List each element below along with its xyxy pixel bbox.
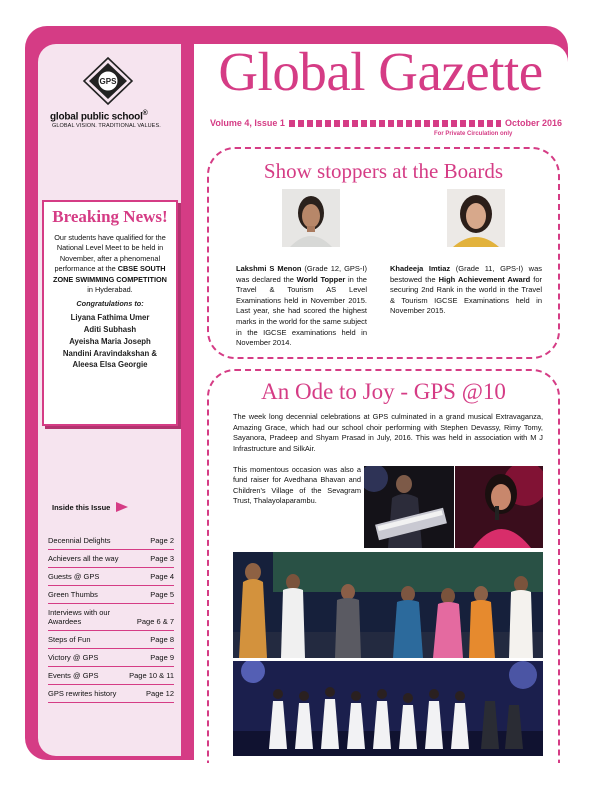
issue-number: Volume 4, Issue 1	[210, 118, 285, 128]
khadeeja-award: High Achievement Award	[438, 274, 531, 284]
winner-name: Aleesa Elsa Georgie	[72, 360, 148, 370]
issue-date: October 2016	[504, 118, 562, 128]
school-tagline: GLOBAL VISION. TRADITIONAL VALUES.	[52, 123, 161, 129]
toc-page: Page 3	[150, 554, 174, 563]
toc-page: Page 12	[146, 689, 174, 698]
lakshmi-photo	[282, 189, 340, 247]
keyboard-performer-photo	[364, 466, 454, 548]
lakshmi-text-1: (Grade 12, GPS-I) was declared the	[236, 264, 367, 284]
toc-item[interactable]	[48, 685, 174, 703]
inside-issue-label: Inside this Issue	[52, 502, 111, 512]
breaking-news-body	[44, 227, 176, 295]
toc-title: Decennial Delights	[48, 536, 111, 545]
private-circulation: For Private Circulation only	[434, 131, 513, 137]
breaking-news-box	[42, 200, 178, 426]
toc-title: Achievers all the way	[48, 554, 119, 563]
logo-text: GPS	[99, 77, 117, 86]
arrow-right-icon	[116, 502, 128, 512]
inside-issue-heading	[52, 502, 128, 512]
toc-page: Page 8	[150, 635, 174, 644]
registered-mark: ®	[142, 110, 148, 117]
khadeeja-photo	[447, 189, 505, 247]
award-ceremony-photo	[233, 552, 543, 658]
concert-photo-icon	[364, 466, 454, 548]
toc-title: Interviews with our Awardees	[48, 608, 111, 626]
toc-title: Guests @ GPS	[48, 572, 100, 581]
show-stoppers-title: Show stoppers at the Boards	[263, 159, 504, 183]
issue-bar	[210, 116, 562, 130]
lakshmi-award: World Topper	[296, 274, 346, 284]
school-name	[50, 110, 174, 122]
breaking-text-2: in Hyderabad.	[87, 285, 133, 295]
khadeeja-text	[390, 264, 542, 317]
toc-page: Page 4	[150, 572, 174, 581]
toc-item[interactable]	[48, 667, 174, 685]
portrait-icon	[447, 189, 505, 247]
toc-page: Page 10 & 11	[129, 671, 174, 680]
singer-photo	[455, 466, 543, 548]
toc-title: Green Thumbs	[48, 590, 98, 599]
toc-title: Victory @ GPS	[48, 653, 99, 662]
choir-photo-icon	[233, 661, 543, 756]
winner-name: Ayeisha Maria Joseph	[69, 336, 151, 346]
issue-dots	[289, 120, 501, 127]
winner-name: Liyana Fathima Umer	[70, 313, 150, 323]
khadeeja-name: Khadeeja Imtiaz	[390, 264, 451, 273]
lakshmi-text-2: in the Travel & Tourism AS Level Examinations held in November 2015. Last year, she had scored the highest marks in the world for the same subject in the IGCSE examinations held in November 2014.	[236, 274, 367, 348]
breaking-event: CBSE SOUTH ZONE SWIMMING COMPETITION	[53, 264, 167, 284]
winner-name: Nandini Aravindakshan &	[62, 348, 158, 358]
toc-item[interactable]	[48, 604, 174, 631]
khadeeja-text-1: (Grade 11, GPS-I) was bestowed the	[390, 264, 542, 284]
winner-names	[44, 312, 176, 371]
toc-page: Page 5	[150, 590, 174, 599]
ode-paragraph-2: This momentous occasion was also a fund raiser for Avedhana Bhavan and Children's Village of the Sevagram Trust, Thalayolaparambu.	[233, 465, 361, 506]
toc-page: Page 2	[150, 536, 174, 545]
toc-item[interactable]	[48, 532, 174, 550]
toc-page: Page 9	[150, 653, 174, 662]
toc-title: Events @ GPS	[48, 671, 99, 680]
ode-paragraph-1: The week long decennial celebrations at GPS culminated in a grand musical Extravaganza, Amazing Grace, which had our school choir performing with Stephen Devassy, Rimy Tomy, Sayanora, Pradeep and Shyam Prasad in July, 2016. This was held in association with M J Infrastructure and SilkAir.	[233, 412, 543, 453]
toc-title: GPS rewrites history	[48, 689, 117, 698]
concert-photo-icon	[455, 466, 543, 548]
breaking-text-1: Our students have qualified for the National Level Meet to be held in November, after a phenomenal performance at the	[54, 233, 166, 274]
lakshmi-name: Lakshmi S Menon	[236, 264, 302, 273]
toc-item[interactable]	[48, 568, 174, 586]
congrats-label: Congratulations to:	[76, 299, 144, 309]
khadeeja-text-2: for securing 2nd Rank in the world in the Travel & Tourism IGCSE Examinations held in November 2015.	[390, 274, 542, 316]
choir-photo	[233, 661, 543, 756]
portrait-icon	[282, 189, 340, 247]
winner-name: Aditi Subhash	[83, 325, 137, 335]
toc-title: Steps of Fun	[48, 635, 91, 644]
toc-item[interactable]	[48, 631, 174, 649]
masthead-title: Global Gazette	[218, 41, 543, 102]
toc-item[interactable]	[48, 649, 174, 667]
school-logo	[78, 56, 138, 106]
school-name-text: global public school	[50, 111, 143, 123]
toc-item[interactable]	[48, 586, 174, 604]
table-of-contents	[48, 532, 174, 703]
toc-page: Page 6 & 7	[136, 617, 174, 626]
ceremony-photo-icon	[233, 552, 543, 658]
ode-title: An Ode to Joy - GPS @10	[261, 379, 506, 404]
gps-logo-icon	[78, 56, 138, 106]
toc-item[interactable]	[48, 550, 174, 568]
breaking-news-title: Breaking News!	[52, 207, 168, 226]
lakshmi-text	[236, 264, 367, 349]
